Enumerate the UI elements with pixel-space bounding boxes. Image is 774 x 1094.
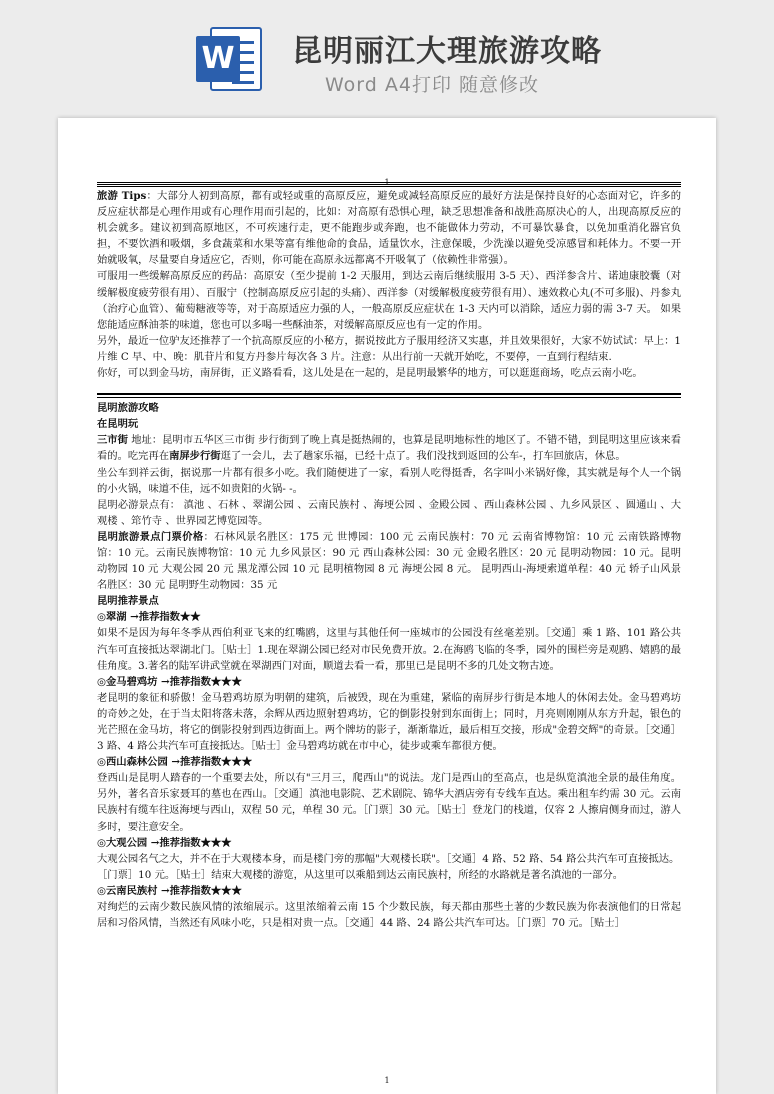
banner-title: 昆明丽江大理旅游攻略 xyxy=(292,34,602,69)
item-text-daguan: 大观公园名气之大，并不在于大观楼本身，而是楼门旁的那幅"大观楼长联"。［交通］4 路、52 路、54 路公共汽车可直接抵达。 xyxy=(97,852,680,865)
page-number-top: 1 xyxy=(384,178,390,187)
banner-subtitle: Word A4打印 随意修改 xyxy=(325,74,540,96)
section-divider xyxy=(97,393,681,398)
guide-title: 昆明旅游攻略 xyxy=(97,402,159,415)
header-banner xyxy=(0,0,774,108)
header-double-rule xyxy=(97,184,681,187)
page-number-bottom: 1 xyxy=(384,1076,390,1085)
page-content xyxy=(97,174,681,931)
sanshi-paragraph: 三市街 地址：昆明市五华区三市街 步行街到了晚上真是挺热闹的，也算是昆明地标性的地区了。不错不错，到昆明这里应该来看看的。吃完再在南屏步行街逛了一会儿，去了趟家乐福，已经十点了。我们没找到返回的公车-，打车回旅店，休息。 xyxy=(97,434,682,463)
item-text-cuihu: 如果不是因为每年冬季从西伯利亚飞来的红嘴鸥，这里与其他任何一座城市的公园没有丝毫差别。［交通］乘 1 路、101 路公共汽车可直接抵达翠湖北门。［贴士］1.现在翠湖公园已经对市民免费开放。2.在海鸥飞临的冬季，园外的围栏旁是观鸥、嬉鸥的最佳角度。3.著名的陆军讲武堂就在翠湖西门对面，顺道去看一看，那里已是昆明不多的几处文物古迹。 xyxy=(97,627,681,672)
tips-paragraph-2: 可服用一些缓解高原反应的药品：高原安（至少提前 1-2 天服用，到达云南后继续服用 3-5 天）、西洋参含片、诺迪康胶囊（对缓解极度疲劳很有用）、百服宁（控制高原反应引起的头痛）、西洋参（对缓解极度疲劳很有用）、速效救心丸(不可多服)、丹参丸（治疗心血管）、葡萄糖液等等，对于高原适应力强的人，一般高原反应症状在 1-3 天内可以消除，适应力弱的需 3-7 天。 如果您能适应酥油茶的味道，您也可以多喝一些酥油茶，对缓解高原反应也有一定的作用。 xyxy=(97,270,681,331)
tips-section xyxy=(97,188,681,381)
item-head-cuihu: ◎翠湖 →推荐指数★★ xyxy=(97,611,201,624)
tips-paragraph-1: 旅游 Tips：大部分人初到高原，都有或轻或重的高原反应，避免或减轻高原反应的最好方法是保持良好的心态面对它，许多的反应症状都是心理作用或有心理作用而引起的，比如：对高原有恐惧心理，缺乏思想准备和战胜高原决心的人，出现高原反应的机会就多。建议初到高原地区，不可疾速行走，更不能跑步或奔跑，也不能做体力劳动，不可暴饮暴食，以免加重消化器官负担，不要饮酒和吸烟，多食蔬菜和水果等富有维他命的食品，适量饮水，注意保暖，少洗澡以避免受凉感冒和耗体力。不要一开始就吸氧，尽量要自身适应它，否则，你可能在高原永远都离不开吸氧了（依赖性非常强）。 xyxy=(97,190,681,267)
item-text-xishan: 登西山是昆明人踏春的一个重要去处，所以有"三月三，爬西山"的说法。龙门是西山的至高点，也是纵览滇池全景的最佳角度。另外，著名音乐家聂耳的墓也在西山。［交通］滇池电影院、艺术剧院、锦华大酒店旁有专线车直达。乘出租车约需 30 元。云南民族村有缆车往返海埂与西山，双程 50 元，单程 30 元。［门票］30 元。［贴士］登龙门的栈道，仅容 2 人擦肩侧身而过，游人多时，要注意安全。 xyxy=(97,772,681,833)
word-document-icon xyxy=(196,27,262,91)
tips-paragraph-4: 你好，可以到金马坊，南屏街，正义路看看，这儿处是在一起的，是昆明最繁华的地方，可以逛逛商场，吃点云南小吃。 xyxy=(97,367,643,380)
spots-paragraph: 昆明必游景点有： 滇池 、石林 、翠湖公园 、云南民族村 、海埂公园 、金殿公园 、西山森林公园 、九乡风景区 、圆通山 、大观楼 、筇竹寺 、世界园艺博览园等。 xyxy=(97,498,681,527)
recommend-title: 昆明推荐景点 xyxy=(97,595,159,608)
item-head-minzucun: ◎云南民族村 →推荐指数★★★ xyxy=(97,884,242,897)
item-text-daguan-2: ［门票］10 元。［贴士］结束大观楼的游览，从这里可以乘船到达云南民族村，所经的水路就是著名滇池的一部分。 xyxy=(97,868,624,881)
tips-paragraph-3: 另外，最近一位驴友还推荐了一个抗高原反应的小秘方，据说按此方子服用经济又实惠，并且效果很好，大家不妨试试：早上：1 片维 C 早、中、晚：肌苷片和复方丹参片每次各 3 片。注意：从出行前一天就开始吃，不要停，一直到行程结束. xyxy=(97,334,681,363)
word-letter-badge: W xyxy=(196,36,240,82)
item-text-minzucun: 对绚烂的云南少数民族风情的浓缩展示。这里浓缩着云南 15 个少数民族，每天都由那些土著的少数民族为你表演他们的日常起居和习俗风情，当然还有风味小吃，只是相对贵一点。［交通］44 路、24 路公共汽车可达。［门票］70 元。［贴士］ xyxy=(97,901,681,930)
tips-label: 旅游 Tips xyxy=(97,190,147,202)
document-page xyxy=(58,118,716,1094)
header-rule xyxy=(97,182,681,183)
bus-paragraph: 坐公车到祥云街，据说那一片都有很多小吃。我们随便进了一家，看别人吃得挺香，名字叫小米锅好像，其实就是每个人一个锅的小火锅，味道不佳，远不如贵阳的火锅- -。 xyxy=(97,466,681,495)
item-head-daguan: ◎大观公园 →推荐指数★★★ xyxy=(97,836,232,849)
fun-title: 在昆明玩 xyxy=(97,418,139,431)
item-head-jinma: ◎金马碧鸡坊 →推荐指数★★★ xyxy=(97,675,242,688)
ticket-paragraph: 昆明旅游景点门票价格：石林风景名胜区：175 元 世博园：100 元 云南民族村：70 元 云南省博物馆：10 元 云南铁路博物馆：10 元。云南民族博物馆：10 元 九乡风景区：90 元 西山森林公园：30 元 金殿名胜区：20 元 昆明动物园：10 元。昆明动物园 10 元 大观公园 20 元 黑龙潭公园 10 元 昆明植物园 8 元 海埂公园 8 元。 昆明西山-海埂索道单程：40 元 轿子山风景名胜区：30 元 昆明野生动物园：35 元 xyxy=(97,530,682,592)
guide-section xyxy=(97,400,681,931)
item-head-xishan: ◎西山森林公园 →推荐指数★★★ xyxy=(97,756,253,769)
item-text-jinma: 老昆明的象征和骄傲！金马碧鸡坊原为明朝的建筑，后被毁，现在为重建，紧临的南屏步行街是本地人的休闲去处。金马碧鸡坊的奇妙之处，在于当太阳将落未落，余辉从西边照射碧鸡坊，它的倒影投射到东面街上；同时，月亮则刚刚从东方升起，银色的光芒照在金马坊，将它的倒影投射到西边街面上。两个牌坊的影子，渐渐靠近，最后相互交接，形成"金碧交辉"的奇景。［交通］3 路、4 路公共汽车可直接抵达。［贴士］金马碧鸡坊就在市中心，徒步或乘车都很方便。 xyxy=(97,691,681,753)
